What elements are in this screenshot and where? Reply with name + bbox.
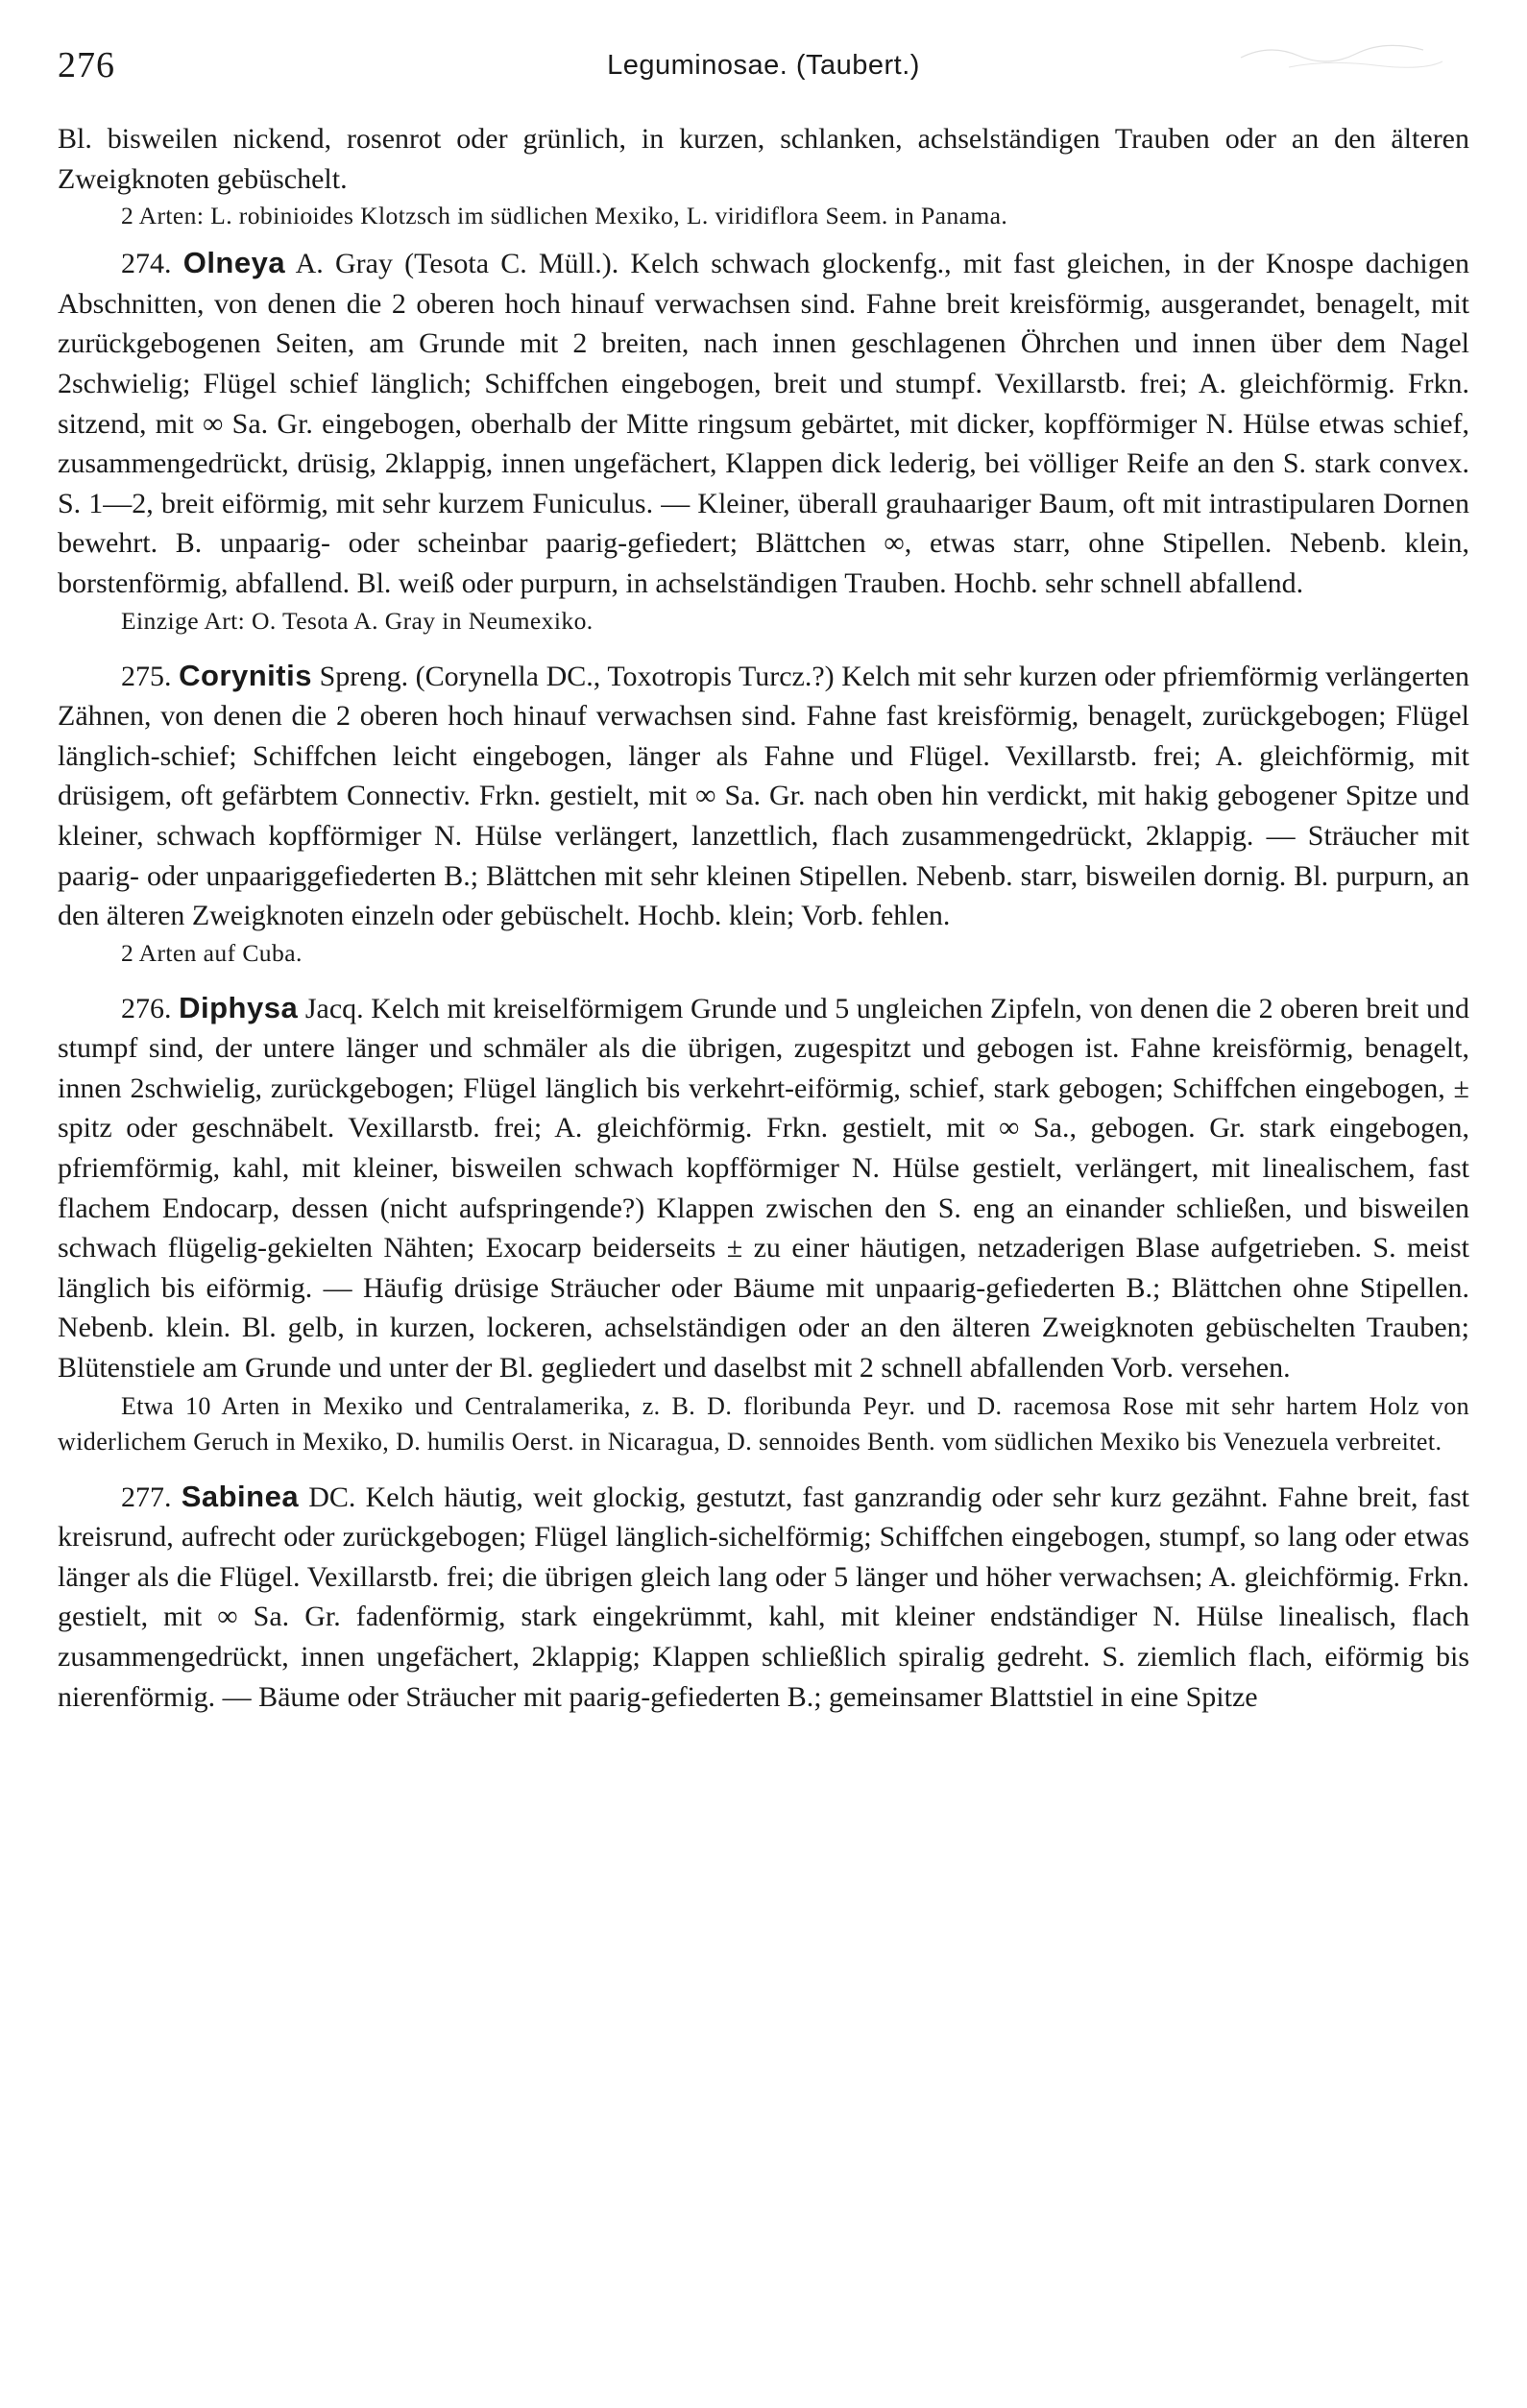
intro-paragraph: Bl. bisweilen nickend, rosenrot oder grünlich, in kurzen, schlanken, achselständigen Trauben oder an den älteren Zweigknoten gebüschelt. (58, 123, 1469, 195)
entry-274-text: A. Gray (Tesota C. Müll.). Kelch schwach glockenfg., mit fast gleichen, in der Knospe dachigen Abschnitten, von denen die 2 oberen hoch hinauf verwachsen sind. Fahne breit kreisförmig, ausgerandet, benagelt, mit zurückgebogenen Seiten, am Grunde mit 2 breiten, nach innen geschlagenen Öhrchen und innen über dem Nagel 2schwielig; Flügel schief länglich; Schiffchen eingebogen, breit und stumpf. Vexillarstb. frei; A. gleichförmig. Frkn. sitzend, mit ∞ Sa. Gr. eingebogen, oberhalb der Mitte ringsum gebärtet, mit dicker, kopfförmiger N. Hülse etwas schief, zusammengedrückt, drüsig, 2klappig, innen ungefächert, Klappen dick lederig, bei völliger Reife an den S. stark convex. S. 1—2, breit eiförmig, mit sehr kurzem Funiculus. — Kleiner, überall grauhaariger Baum, oft mit intrastipularen Dornen bewehrt. B. unpaarig- oder scheinbar paarig-gefiedert; Blättchen ∞, etwas starr, ohne Stipellen. Nebenb. klein, borstenförmig, abfallend. Bl. weiß oder purpurn, in achselständigen Trauben. Hochb. sehr schnell abfallend. (58, 248, 1469, 599)
entry-275-genus: Corynitis (179, 658, 312, 692)
entry-274 (58, 243, 1469, 603)
entry-277-number: 277. (121, 1481, 172, 1513)
entry-275-text: Spreng. (Corynella DC., Toxotropis Turcz.?) Kelch mit sehr kurzen oder pfriemförmig verlängerten Zähnen, von denen die 2 oberen hoch hinauf verwachsen sind. Fahne fast kreisförmig, benagelt, zurückgebogen; Flügel länglich-schief; Schiffchen leicht eingebogen, länger als Fahne und Flügel. Vexillarstb. frei; A. gleichförmig, mit drüsigem, oft gefärbtem Connectiv. Frkn. gestielt, mit ∞ Sa. Gr. nach oben hin verdickt, mit hakig gebogener Spitze und kleiner, schwach kopfförmiger N. Hülse verlängert, lanzettlich, flach zusammengedrückt, 2klappig. — Sträucher mit paarig- oder unpaariggefiederten B.; Blättchen mit sehr kleinen Stipellen. Nebenb. starr, bisweilen dornig. Bl. purpurn, an den älteren Zweigknoten einzeln oder gebüschelt. Hochb. klein; Vorb. fehlen. (58, 660, 1469, 932)
entry-277 (58, 1477, 1469, 1718)
entry-274-number: 274. (121, 248, 172, 280)
entry-276-note: Etwa 10 Arten in Mexiko und Centralamerika, z. B. D. floribunda Peyr. und D. racemosa Rose mit sehr hartem Holz von widerlichem Geruch in Mexiko, D. humilis Oerst. in Nicaragua, D. sennoides Benth. vom südlichen Mexiko bis Venezuela verbreitet. (58, 1391, 1469, 1456)
running-title: Leguminosae. (Taubert.) (607, 50, 920, 81)
entry-276-text: Jacq. Kelch mit kreiselförmigem Grunde und 5 ungleichen Zipfeln, von denen die 2 oberen breit und stumpf sind, der untere länger und schmäler als die übrigen, zugespitzt und gebogen ist. Fahne kreisförmig, benagelt, innen 2schwielig, zurückgebogen; Flügel länglich bis verkehrt-eiförmig, schief, stark gebogen; Schiffchen eingebogen, ± spitz oder geschnäbelt. Vexillarstb. frei; A. gleichförmig. Frkn. gestielt, mit ∞ Sa., gebogen. Gr. stark eingebogen, pfriemförmig, kahl, mit kleiner, bisweilen schwach kopfförmiger N. Hülse gestielt, verlängert, mit linealischem, fast flachem Endocarp, dessen (nicht aufspringende?) Klappen zwischen den S. eng an einander schließen, und bisweilen schwach flügelig-gekielten Nähten; Exocarp beiderseits ± zu einer häutigen, netzaderigen Blase aufgetrieben. S. meist länglich bis eiförmig. — Häufig drüsige Sträucher oder Bäume mit unpaarig-gefiederten B.; Blättchen ohne Stipellen. Nebenb. klein. Bl. gelb, in kurzen, lockeren, achselständigen oder an den älteren Zweigknoten gebüschelten Trauben; Blütenstiele am Grunde und unter der Bl. gegliedert und daselbst mit 2 schnell abfallenden Vorb. versehen. (58, 992, 1469, 1385)
entry-276-number: 276. (121, 992, 172, 1024)
entry-275 (58, 656, 1469, 936)
entry-277-genus: Sabinea (181, 1479, 300, 1513)
running-head (58, 38, 1469, 96)
entry-275-number: 275. (121, 660, 172, 692)
entry-274-genus: Olneya (182, 246, 286, 280)
entry-275-note: 2 Arten auf Cuba. (121, 938, 303, 967)
entry-276 (58, 988, 1469, 1388)
intro-note: 2 Arten: L. robinioides Klotzsch im südlichen Mexiko, L. viridiflora Seem. in Panama. (121, 202, 1008, 230)
page-number: 276 (58, 45, 115, 85)
document-page (58, 38, 1469, 2381)
entry-274-note: Einzige Art: O. Tesota A. Gray in Neumexiko. (121, 606, 594, 635)
entry-276-genus: Diphysa (179, 990, 299, 1024)
entry-277-text: DC. Kelch häutig, weit glockig, gestutzt, fast ganzrandig oder sehr kurz gezähnt. Fahne breit, fast kreisrund, aufrecht oder zurückgebogen; Flügel länglich-sichelförmig; Schiffchen eingebogen, stumpf, so lang oder etwas länger als die Flügel. Vexillarstb. frei; die übrigen gleich lang oder 5 länger und höher verwachsen; A. gleichförmig. Frkn. gestielt, mit ∞ Sa. Gr. fadenförmig, stark eingekrümmt, kahl, mit kleiner endständiger N. Hülse linealisch, flach zusammengedrückt, innen ungefächert, 2klappig; Klappen schließlich spiralig gedreht. S. ziemlich flach, eiförmig bis nierenförmig. — Bäume oder Sträucher mit paarig-gefiederten B.; gemeinsamer Blattstiel in eine Spitze (58, 1481, 1469, 1713)
